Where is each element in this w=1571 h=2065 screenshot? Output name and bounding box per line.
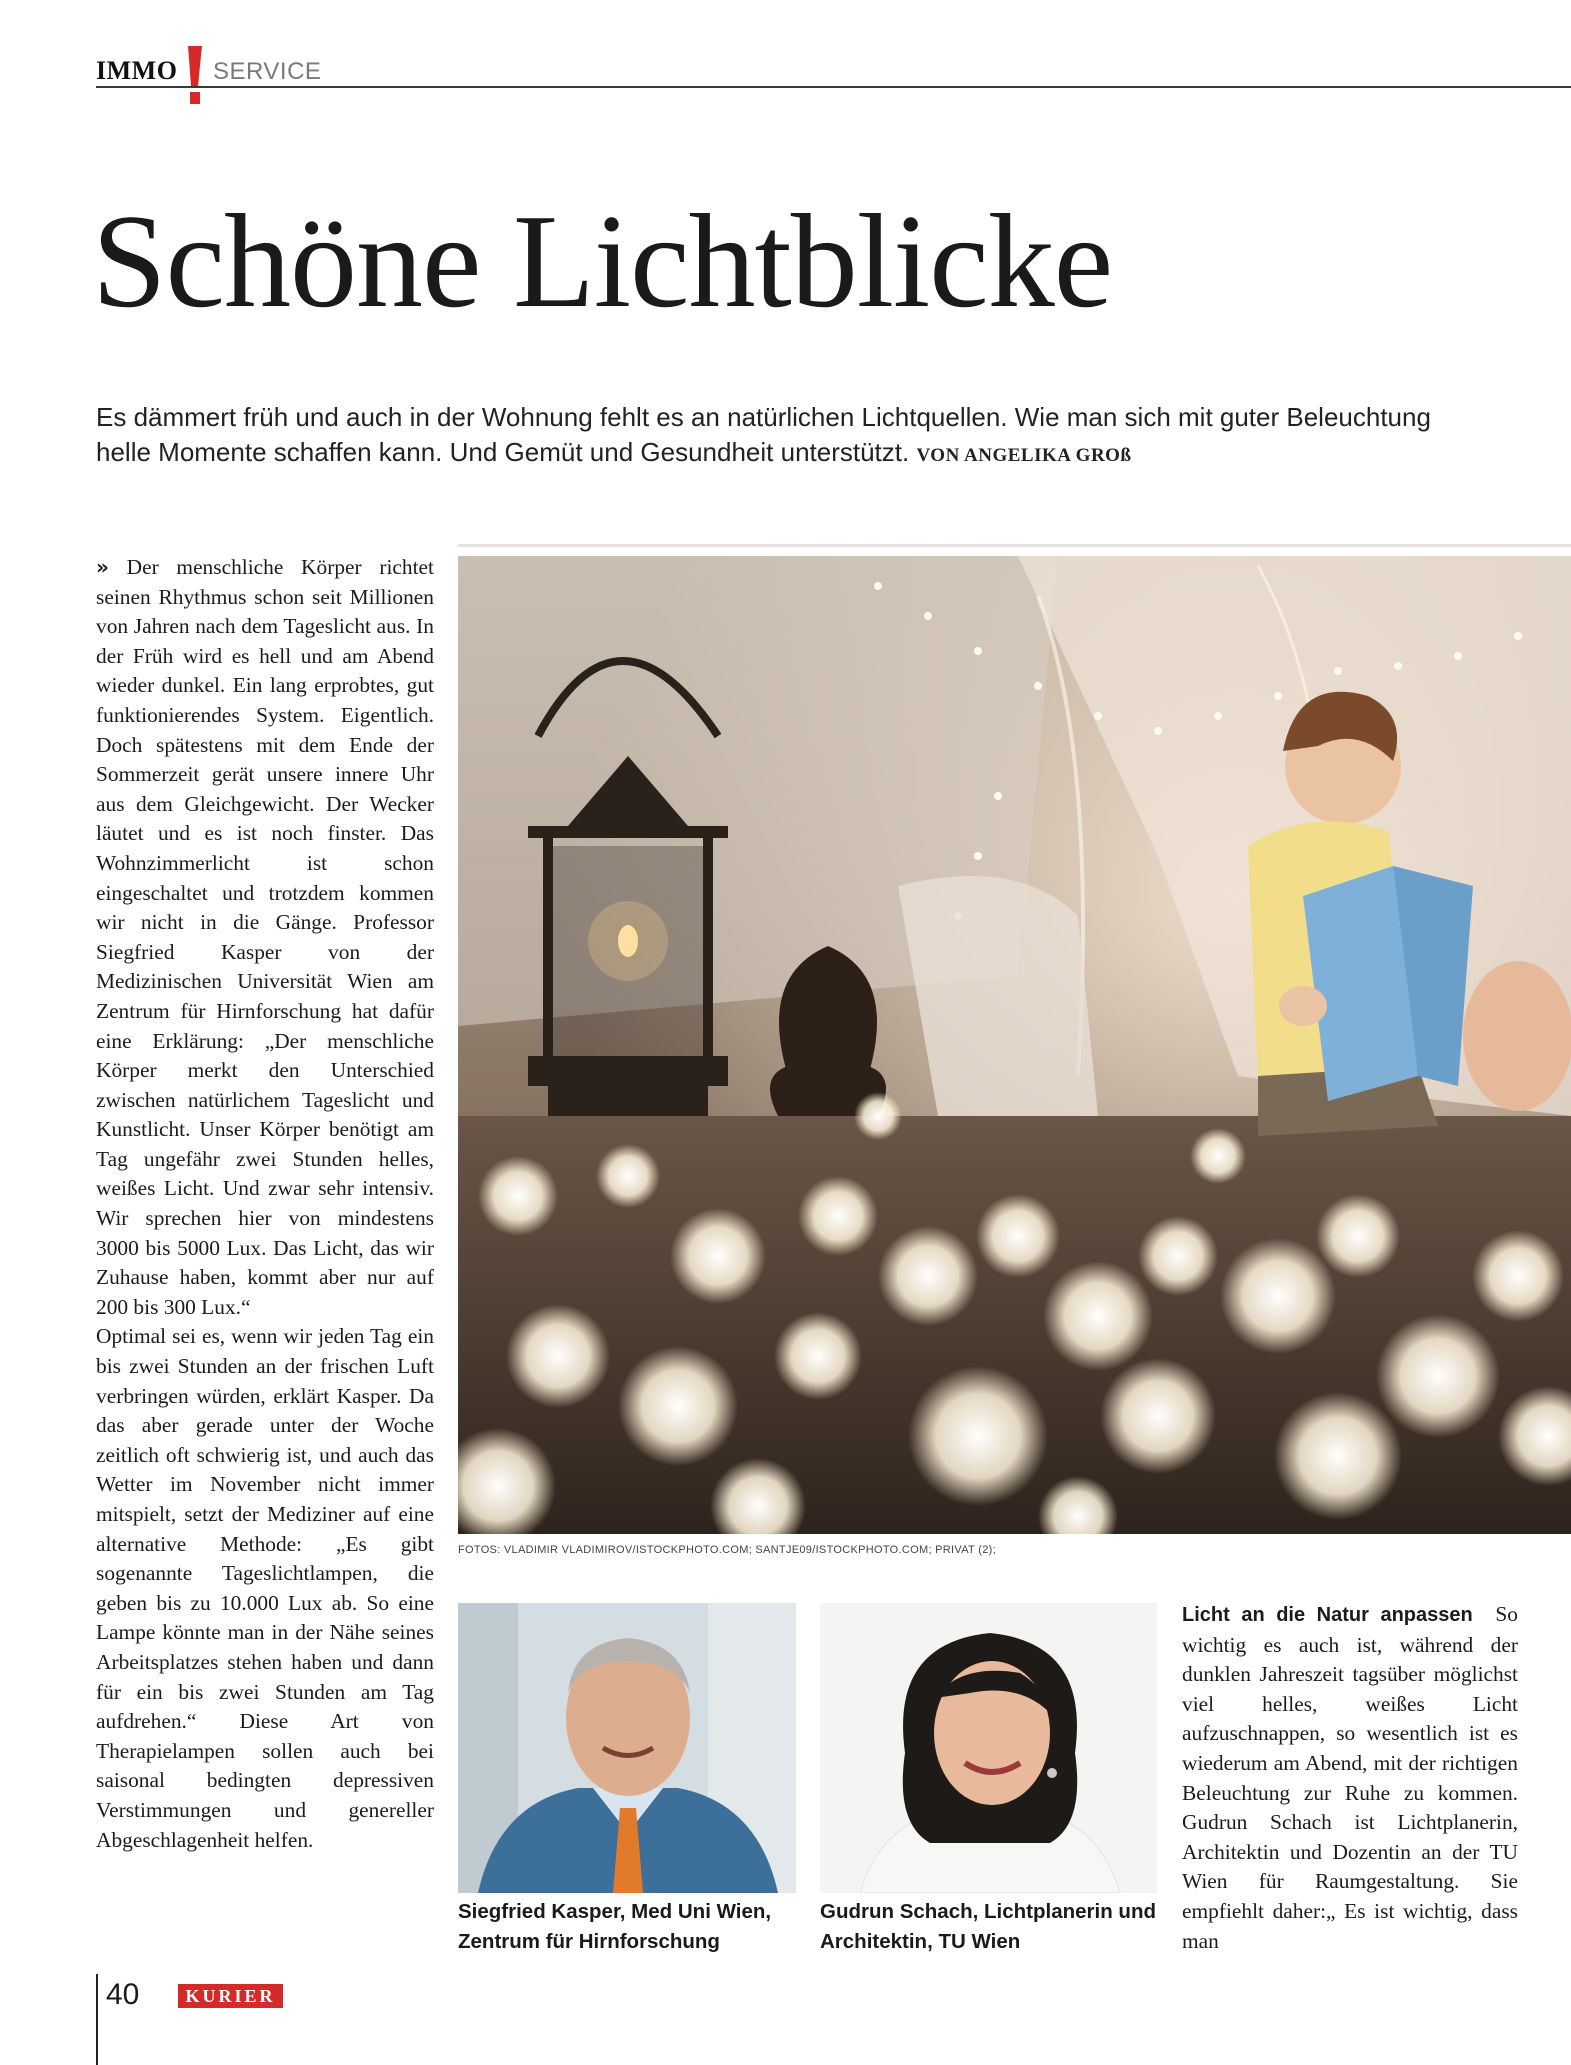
- body-column: [96, 553, 434, 1855]
- portrait-schach: [820, 1603, 1157, 1893]
- byline: VON ANGELIKA GROß: [916, 445, 1132, 466]
- lead-text: Es dämmert früh und auch in der Wohnung fehlt es an natürlichen Lichtquellen. Wie man sich mit guter Beleuchtung helle Momente schaffen kann. Und Gemüt und Gesundheit unterstützt.: [96, 402, 1431, 467]
- hero-photo: [458, 556, 1571, 1534]
- body-paragraph-2: Optimal sei es, wenn wir jeden Tag ein bis zwei Stunden an der frischen Luft verbringen würden, erklärt Kasper. Da das aber gerade unter der Woche zeitlich oft schwierig ist, und auch das Wetter im November nicht immer mitspielt, setzt der Mediziner auf eine alternative Methode: „Es gibt sogenannte Tageslichtlampen, die geben bis zu 10.000 Lux ab. So eine Lampe könnte man in der Nähe seines Arbeitsplatzes stehen haben und dann für ein bis zwei Stunden am Tag aufdrehen.“ Diese Art von Therapielampen sollen auch bei saisonal bedingten depressiven Verstimmungen und genereller Abgeschlagenheit helfen.: [96, 1324, 434, 1852]
- portrait-schach-illustration: [820, 1603, 1157, 1893]
- section-rubric: [96, 52, 1571, 88]
- section-label: IMMO: [96, 56, 178, 85]
- body-text-1: Der menschliche Körper richtet seinen Rhythmus schon seit Millionen von Jahren nach dem Tageslicht aus. In der Früh wird es hell und am Abend wieder dunkel. Ein lang erprobtes, gut funktionierendes System. Eigentlich. Doch spätestens mit dem Ende der Sommerzeit gerät unsere innere Uhr aus dem Gleichgewicht. Der Wecker läutet und es ist noch finster. Das Wohnzimmerlicht ist schon eingeschaltet und trotzdem kommen wir nicht in die Gänge. Professor Siegfried Kasper von der Medizinischen Universität Wien am Zentrum für Hirnforschung hat dafür eine Erklärung: „Der menschliche Körper merkt den Unterschied zwischen natürlichem Tageslicht und Kunstlicht. Unser Körper benötigt am Tag ungefähr zwei Stunden helles, weißes Licht. Und zwar sehr intensiv. Wir sprechen hier von mindestens 3000 bis 5000 Lux. Das Licht, das wir Zuhause haben, kommt aber nur auf 200 bis 300 Lux.“: [96, 555, 434, 1319]
- sidebar-text: So wichtig es auch ist, während der dunklen Jahreszeit tagsüber möglichst viel helles, weißes Licht aufzuschnappen, so wesentlich ist es wiederum am Abend, mit der richtigen Beleuchtung zur Ruhe zu kommen. Gudrun Schach ist Lichtplanerin, Architektin und Dozentin an der TU Wien für Raumgestaltung. Sie empfiehlt daher:„ Es ist wichtig, dass man: [1182, 1602, 1518, 1953]
- footer-rule: [96, 1974, 98, 2065]
- lead-paragraph: [96, 400, 1476, 473]
- sidebar-column: [1182, 1600, 1518, 1956]
- exclamation-icon: [186, 46, 204, 108]
- portrait-kasper-illustration: [458, 1603, 796, 1893]
- header-rule: [96, 86, 1571, 88]
- page-number: 40: [106, 1978, 140, 2011]
- quote-mark-icon: »: [96, 555, 109, 579]
- kurier-logo: KURIER: [178, 1984, 283, 2008]
- portrait-kasper: [458, 1603, 796, 1893]
- headline: Schöne Lichtblicke: [92, 187, 1113, 335]
- sidebar-subhead: Licht an die Natur anpassen: [1182, 1604, 1473, 1626]
- photo-credit: FOTOS: VLADIMIR VLADIMIROV/ISTOCKPHOTO.COM; SANTJE09/ISTOCKPHOTO.COM; PRIVAT (2);: [458, 1544, 996, 1556]
- caption-kasper: Siegfried Kasper, Med Uni Wien, Zentrum für Hirnforschung: [458, 1900, 772, 1953]
- photo-divider: [458, 544, 1571, 547]
- subsection-label: SERVICE: [213, 58, 322, 85]
- hero-photo-illustration: [458, 556, 1571, 1534]
- caption-schach: Gudrun Schach, Lichtplanerin und Architektin, TU Wien: [820, 1900, 1156, 1953]
- body-paragraph-1: [96, 553, 434, 1322]
